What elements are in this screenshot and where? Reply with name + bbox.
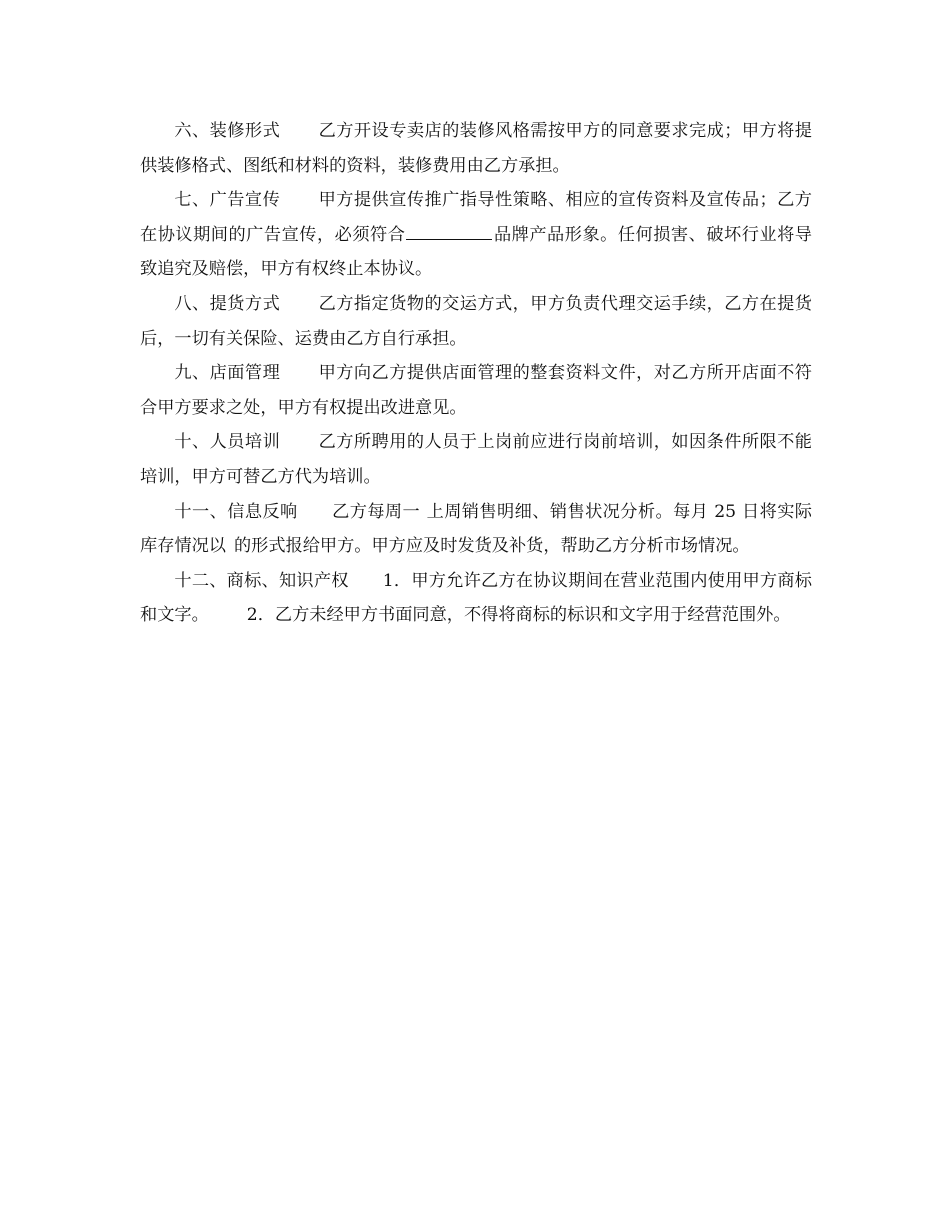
section-twelve-clause-1: 1．甲方允许乙方在协议期间在营业范围内使用甲方商标和文字。 bbox=[140, 570, 812, 626]
section-ten-heading: 十、人员培训 bbox=[174, 432, 281, 453]
section-nine-heading: 九、店面管理 bbox=[174, 363, 281, 384]
section-twelve bbox=[140, 564, 812, 633]
brand-name-blank bbox=[406, 224, 492, 240]
section-eleven bbox=[140, 495, 812, 564]
section-nine-body: 甲方向乙方提供店面管理的整套资料文件，对乙方所开店面不符合甲方要求之处，甲方有权提出改进意见。 bbox=[140, 363, 812, 418]
section-eight bbox=[140, 287, 812, 356]
section-twelve-heading: 十二、商标、知识产权 bbox=[174, 570, 349, 591]
section-eleven-body-part2: 上周销售明细、销售状况分析。每月 25 日将实际库存情况以 bbox=[140, 501, 812, 557]
section-six-body: 乙方开设专卖店的装修风格需按甲方的同意要求完成；甲方将提供装修格式、图纸和材料的资料，装修费用由乙方承担。 bbox=[140, 121, 812, 176]
section-seven-body-after-blank: 品牌产品形象。任何损害、破坏行业将导致追究及赔偿，甲方有权终止本协议。 bbox=[140, 224, 812, 280]
section-nine bbox=[140, 356, 812, 425]
section-eleven-body-part1: 乙方每周一 bbox=[331, 501, 421, 522]
section-six bbox=[140, 114, 812, 183]
section-eight-heading: 八、提货方式 bbox=[174, 293, 281, 314]
section-six-heading: 六、装修形式 bbox=[174, 121, 281, 141]
section-eleven-body-part3: 的形式报给甲方。甲方应及时发货及补货，帮助乙方分析市场情况。 bbox=[233, 536, 750, 557]
section-twelve-clause-2: 2．乙方未经甲方书面同意，不得将商标的标识和文字用于经营范围外。 bbox=[246, 605, 791, 626]
section-seven-body-before-blank: 甲方提供宣传推广指导性策略、相应的宣传资料及宣传品；乙方在协议期间的广告宣传，必须符合 bbox=[140, 190, 812, 245]
section-ten bbox=[140, 425, 812, 494]
section-seven-heading: 七、广告宣传 bbox=[174, 190, 281, 211]
section-eight-body: 乙方指定货物的交运方式，甲方负责代理交运手续，乙方在提货后，一切有关保险、运费由乙方自行承担。 bbox=[140, 293, 812, 349]
section-ten-body: 乙方所聘用的人员于上岗前应进行岗前培训，如因条件所限不能培训，甲方可替乙方代为培训。 bbox=[140, 432, 812, 487]
document-page bbox=[140, 114, 812, 633]
section-seven bbox=[140, 183, 812, 287]
section-eleven-heading: 十一、信息反响 bbox=[174, 501, 298, 522]
